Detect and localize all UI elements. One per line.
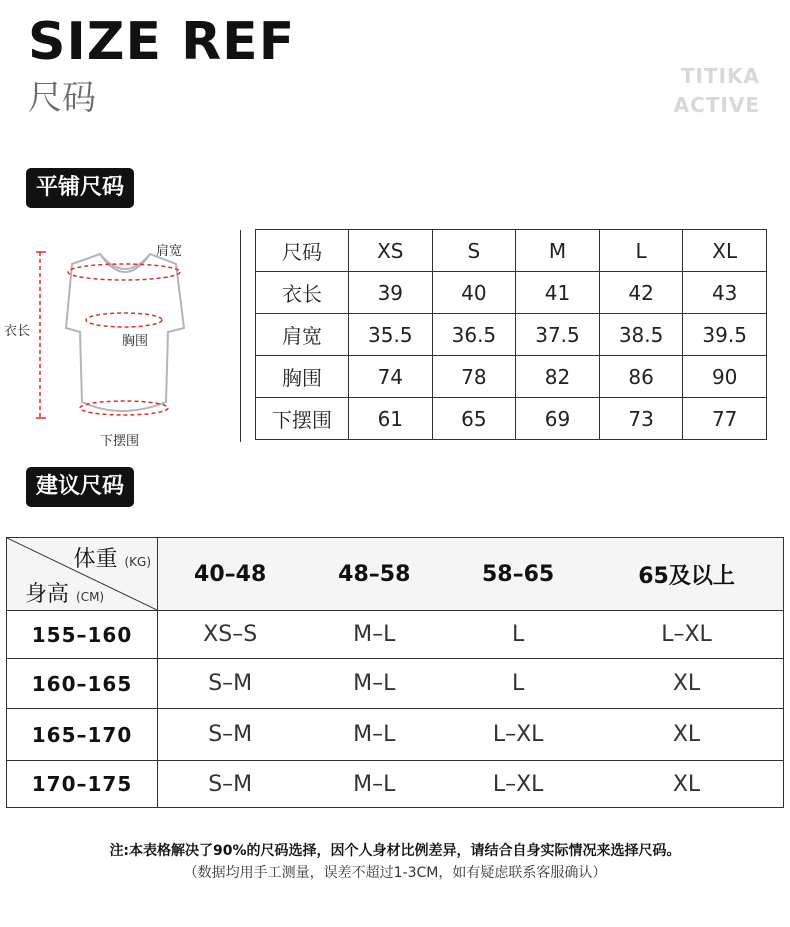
size-cell: XL <box>590 761 783 808</box>
corner-weight-label: 体重 <box>73 547 118 572</box>
size-cell: S–M <box>158 709 303 761</box>
size-cell: L–XL <box>446 761 590 808</box>
table-header-row <box>7 538 784 611</box>
note-sub: （数据均用手工测量，误差不超过1-3CM，如有疑虑联系客服确认） <box>183 865 607 881</box>
table-cell: 90 <box>683 356 767 398</box>
table-cell: 82 <box>516 356 600 398</box>
height-header: 160–165 <box>7 659 158 709</box>
label-hem: 下摆围 <box>100 434 140 449</box>
row-header: 胸围 <box>256 356 349 398</box>
header-cell: L <box>599 230 683 272</box>
table-header-row <box>256 230 767 272</box>
table-cell: 61 <box>349 398 433 440</box>
header-cell: S <box>432 230 516 272</box>
divider-line <box>240 230 241 442</box>
table-cell: 86 <box>599 356 683 398</box>
size-cell: L–XL <box>590 611 783 659</box>
row-header: 衣长 <box>256 272 349 314</box>
row-header: 肩宽 <box>256 314 349 356</box>
table-row <box>7 761 784 808</box>
table-cell: 41 <box>516 272 600 314</box>
weight-header: 48–58 <box>302 538 446 611</box>
weight-header: 65及以上 <box>590 538 783 611</box>
label-shoulder: 肩宽 <box>156 244 183 259</box>
label-chest: 胸围 <box>122 334 149 349</box>
page-subtitle: 尺码 <box>28 78 96 118</box>
table-cell: 74 <box>349 356 433 398</box>
table-cell: 39 <box>349 272 433 314</box>
height-header: 155–160 <box>7 611 158 659</box>
table-row <box>256 356 767 398</box>
table-cell: 78 <box>432 356 516 398</box>
brand-line-1: TITIKA <box>680 64 760 88</box>
size-cell: M–L <box>302 659 446 709</box>
row-header: 下摆围 <box>256 398 349 440</box>
size-cell: M–L <box>302 709 446 761</box>
table-row <box>256 272 767 314</box>
height-header: 165–170 <box>7 709 158 761</box>
label-length: 衣长 <box>4 324 31 339</box>
recommend-table <box>6 537 784 808</box>
table-cell: 42 <box>599 272 683 314</box>
corner-height <box>25 577 104 608</box>
table-cell: 38.5 <box>599 314 683 356</box>
table-cell: 39.5 <box>683 314 767 356</box>
header-cell: M <box>516 230 600 272</box>
table-cell: 69 <box>516 398 600 440</box>
size-cell: S–M <box>158 659 303 709</box>
brand-line-2: ACTIVE <box>673 93 760 117</box>
table-cell: 73 <box>599 398 683 440</box>
header-cell: XL <box>683 230 767 272</box>
table-cell: 36.5 <box>432 314 516 356</box>
shirt-diagram <box>0 228 230 453</box>
size-cell: M–L <box>302 611 446 659</box>
section-label-recommend-size: 建议尺码 <box>26 467 134 507</box>
table-cell: 77 <box>683 398 767 440</box>
size-cell: S–M <box>158 761 303 808</box>
table-cell: 37.5 <box>516 314 600 356</box>
corner-height-label: 身高 <box>25 582 70 607</box>
shirt-outline-icon <box>0 228 230 453</box>
size-cell: XL <box>590 659 783 709</box>
table-cell: 40 <box>432 272 516 314</box>
size-cell: XS–S <box>158 611 303 659</box>
table-cell: 35.5 <box>349 314 433 356</box>
page-title: SIZE REF <box>28 12 296 72</box>
table-row <box>7 611 784 659</box>
size-cell: XL <box>590 709 783 761</box>
table-cell: 65 <box>432 398 516 440</box>
corner-height-unit: (CM) <box>76 590 105 604</box>
table-row <box>7 709 784 761</box>
table-row <box>256 314 767 356</box>
section-label-flat-size: 平铺尺码 <box>26 168 134 208</box>
corner-cell <box>7 538 158 611</box>
table-cell: 43 <box>683 272 767 314</box>
header-cell: 尺码 <box>256 230 349 272</box>
note-main: 注:本表格解决了90%的尺码选择，因个人身材比例差异，请结合自身实际情况来选择尺码。 <box>109 843 681 859</box>
corner-weight-unit: (KG) <box>124 555 151 569</box>
size-cell: L–XL <box>446 709 590 761</box>
weight-header: 58–65 <box>446 538 590 611</box>
size-cell: L <box>446 611 590 659</box>
size-cell: L <box>446 659 590 709</box>
height-header: 170–175 <box>7 761 158 808</box>
corner-weight <box>73 542 151 573</box>
table-row <box>7 659 784 709</box>
weight-header: 40–48 <box>158 538 303 611</box>
size-table <box>255 229 767 440</box>
header-cell: XS <box>349 230 433 272</box>
table-row <box>256 398 767 440</box>
size-cell: M–L <box>302 761 446 808</box>
